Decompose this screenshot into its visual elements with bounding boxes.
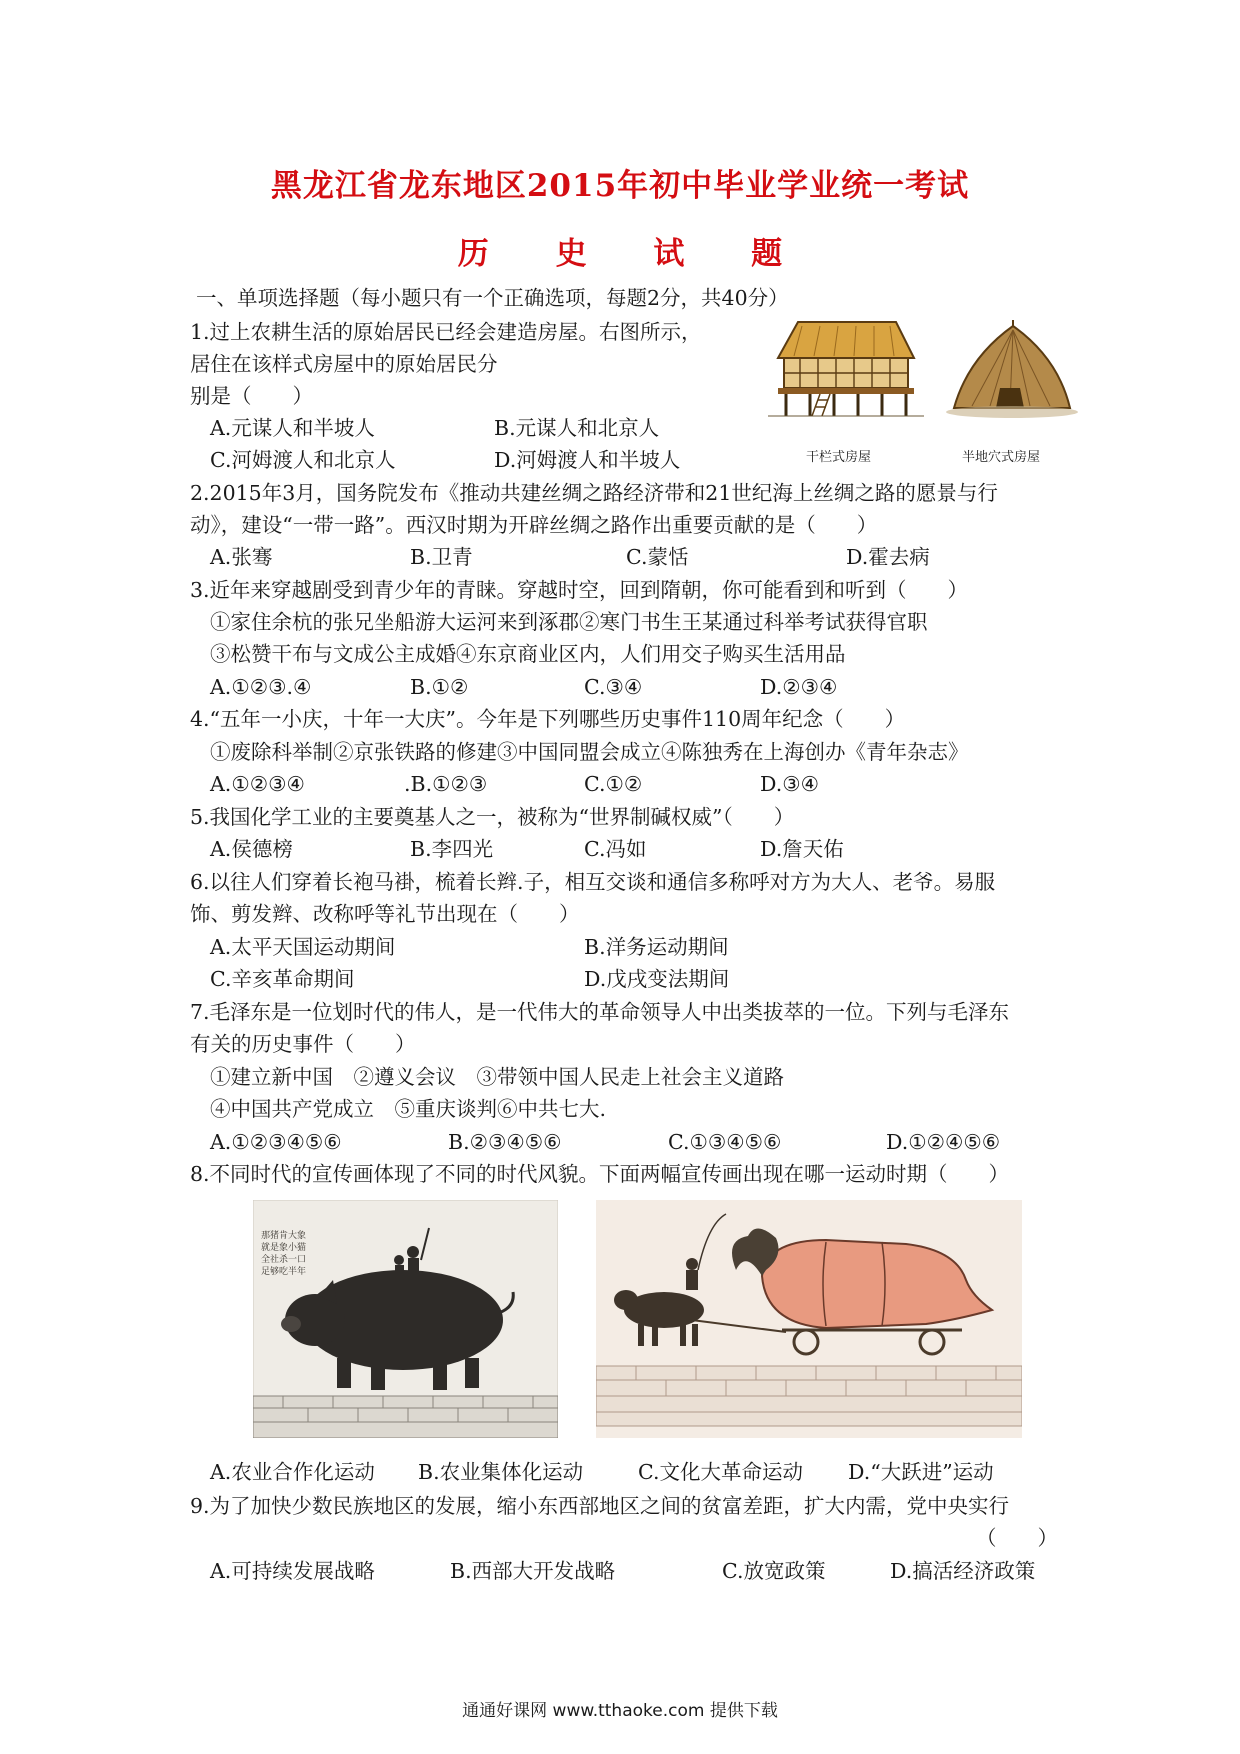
- section-heading: 一、单项选择题（每小题只有一个正确选项，每题2分，共40分）: [196, 286, 789, 310]
- q6-option-b: B.洋务运动期间: [584, 935, 729, 959]
- q2-option-c: C.蒙恬: [626, 545, 689, 569]
- q8-option-a: A.农业合作化运动: [210, 1460, 375, 1484]
- q2-option-b: B.卫青: [410, 545, 473, 569]
- q7-option-c: C.①③④⑤⑥: [668, 1130, 782, 1154]
- q6-stem-line2: 饰、剪发辫、改称呼等礼节出现在（ ）: [190, 902, 580, 926]
- q7-stem-line2: 有关的历史事件（ ）: [190, 1032, 416, 1056]
- q1-option-c: C.河姆渡人和北京人: [210, 448, 396, 472]
- q9-option-d: D.搞活经济政策: [890, 1559, 1036, 1583]
- q4-option-b: .B.①②③: [404, 772, 488, 796]
- exam-subject: 历 史 试 题: [457, 236, 811, 272]
- q8-option-b: B.农业集体化运动: [418, 1460, 584, 1484]
- q6-option-d: D.戊戌变法期间: [584, 967, 730, 991]
- q6-option-c: C.辛亥革命期间: [210, 967, 355, 991]
- poster-text-line2: 就是象小猫: [261, 1243, 307, 1253]
- poster-text-line3: 全社杀一口: [261, 1255, 307, 1265]
- q1-option-a: A.元谋人和半坡人: [210, 416, 375, 440]
- q6-stem-line1: 6.以往人们穿着长袍马褂，梳着长辫.子，相互交谈和通信多称呼对方为大人、老爷。易服: [190, 870, 996, 894]
- q7-option-b: B.②③④⑤⑥: [448, 1130, 562, 1154]
- semi-subterranean-hut-drawing: [946, 320, 1078, 418]
- pig-poster-image: [253, 1200, 558, 1438]
- brick-wall: [596, 1366, 1022, 1426]
- footer-watermark: 通通好课网 www.tthaoke.com 提供下载: [462, 1701, 778, 1721]
- stilt-house-drawing: [768, 322, 924, 416]
- q3-option-b: B.①②: [410, 675, 469, 699]
- q2-option-d: D.霍去病: [846, 545, 930, 569]
- q2-option-a: A.张骞: [210, 545, 273, 569]
- q3-option-d: D.②③④: [760, 675, 838, 699]
- exam-title: 黑龙江省龙东地区2015年初中毕业学业统一考试: [270, 168, 970, 204]
- q3-stem-line1: 3.近年来穿越剧受到青少年的青睐。穿越时空，回到隋朝，你可能看到和听到（ ）: [190, 578, 969, 602]
- q7-option-d: D.①②④⑤⑥: [886, 1130, 1001, 1154]
- houses-illustration: [758, 318, 1078, 434]
- q2-stem-line1: 2.2015年3月，国务院发布《推动共建丝绸之路经济带和21世纪海上丝绸之路的愿景与行: [190, 481, 998, 505]
- caption-stilt-house: 干栏式房屋: [806, 450, 872, 465]
- q4-option-c: C.①②: [584, 772, 643, 796]
- q5-option-a: A.侯德榜: [210, 837, 293, 861]
- q4-option-d: D.③④: [760, 772, 819, 796]
- q5-option-b: B.李四光: [410, 837, 494, 861]
- q1-option-b: B.元谋人和北京人: [494, 416, 660, 440]
- q2-stem-line2: 动》，建设“一带一路”。西汉时期为开辟丝绸之路作出重要贡献的是（ ）: [190, 513, 878, 537]
- q8-stem-line1: 8.不同时代的宣传画体现了不同的时代风貌。下面两幅宣传画出现在哪一运动时期（ ）: [190, 1162, 1010, 1186]
- q5-stem-line1: 5.我国化学工业的主要奠基人之一，被称为“世界制碱权威”（ ）: [190, 805, 795, 829]
- q6-option-a: A.太平天国运动期间: [210, 935, 396, 959]
- q5-option-c: C.冯如: [584, 837, 647, 861]
- q7-stem-line4: ④中国共产党成立 ⑤重庆谈判⑥中共七大.: [210, 1097, 607, 1121]
- q8-option-d: D.“大跃进”运动: [848, 1460, 994, 1484]
- q1-stem-line2: 居住在该样式房屋中的原始居民分: [190, 352, 498, 376]
- q8-option-c: C.文化大革命运动: [638, 1460, 803, 1484]
- q1-option-d: D.河姆渡人和半坡人: [494, 448, 681, 472]
- q7-stem-line3: ①建立新中国 ②遵义会议 ③带领中国人民走上社会主义道路: [210, 1065, 784, 1089]
- caption-semi-subterranean-house: 半地穴式房屋: [962, 450, 1041, 465]
- radish-poster-image: [596, 1200, 1022, 1438]
- q1-stem-line3: 别是（ ）: [190, 384, 313, 408]
- q4-stem-line1: 4.“五年一小庆，十年一大庆”。今年是下列哪些历史事件110周年纪念（ ）: [190, 707, 906, 731]
- q3-option-c: C.③④: [584, 675, 643, 699]
- q4-stem-line2: ①废除科举制②京张铁路的修建③中国同盟会成立④陈独秀在上海创办《青年杂志》: [210, 740, 969, 764]
- q7-option-a: A.①②③④⑤⑥: [210, 1130, 342, 1154]
- q9-stem-line2: （ ）: [976, 1526, 1058, 1550]
- q9-option-b: B.西部大开发战略: [450, 1559, 616, 1583]
- q1-stem-line1: 1.过上农耕生活的原始居民已经会建造房屋。右图所示，: [190, 320, 702, 344]
- poster-text-line4: 足够吃半年: [261, 1267, 307, 1277]
- q7-stem-line1: 7.毛泽东是一位划时代的伟人，是一代伟大的革命领导人中出类拔萃的一位。下列与毛泽东: [190, 1000, 1010, 1024]
- q3-stem-line2: ①家住余杭的张兄坐船游大运河来到涿郡②寒门书生王某通过科举考试获得官职: [210, 610, 928, 634]
- poster-text-line1: 那猪肯大象: [261, 1231, 307, 1241]
- brick-wall: [253, 1396, 558, 1438]
- q4-option-a: A.①②③④: [210, 772, 305, 796]
- q3-stem-line3: ③松赞干布与文成公主成婚④东京商业区内，人们用交子购买生活用品: [210, 642, 846, 666]
- q9-option-a: A.可持续发展战略: [210, 1559, 375, 1583]
- q9-stem-line1: 9.为了加快少数民族地区的发展，缩小东西部地区之间的贫富差距，扩大内需，党中央实行: [190, 1494, 1010, 1518]
- q5-option-d: D.詹天佑: [760, 837, 844, 861]
- q3-option-a: A.①②③.④: [210, 675, 312, 699]
- q9-option-c: C.放宽政策: [722, 1559, 826, 1583]
